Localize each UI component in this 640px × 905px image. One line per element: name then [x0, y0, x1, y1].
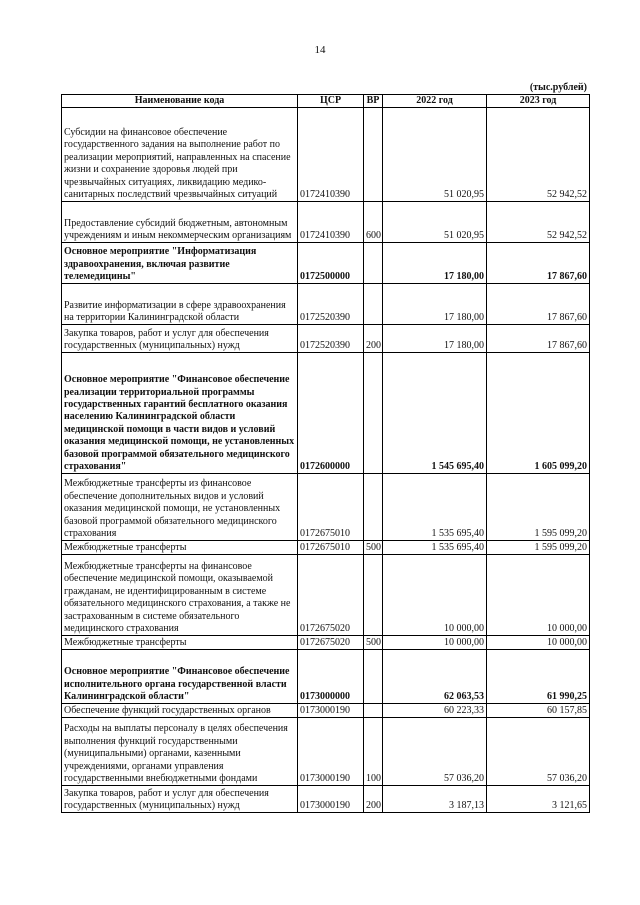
cell-name: Обеспечение функций государственных органов — [62, 704, 298, 718]
cell-csr: 0172675010 — [298, 474, 364, 541]
cell-name: Межбюджетные трансферты — [62, 541, 298, 555]
cell-csr: 0173000190 — [298, 704, 364, 718]
table-row — [62, 353, 590, 474]
cell-vr — [364, 243, 383, 284]
table-row — [62, 555, 590, 636]
cell-name: Закупка товаров, работ и услуг для обеспечения государственных (муниципальных) нужд — [62, 325, 298, 353]
cell-2023: 1 605 099,20 — [487, 353, 590, 474]
cell-2023: 1 595 099,20 — [487, 541, 590, 555]
cell-name: Основное мероприятие "Информатизация здравоохранения, включая развитие телемедицины" — [62, 243, 298, 284]
cell-csr: 0172675010 — [298, 541, 364, 555]
cell-2022: 57 036,20 — [383, 718, 487, 786]
table-row — [62, 718, 590, 786]
header-name: Наименование кода — [62, 95, 298, 108]
cell-vr: 600 — [364, 202, 383, 243]
table-row — [62, 325, 590, 353]
table-row — [62, 704, 590, 718]
header-2023: 2023 год — [487, 95, 590, 108]
table-row — [62, 650, 590, 704]
cell-name: Межбюджетные трансферты на финансовое обеспечение медицинской помощи, оказываемой гражданам, не идентифицированным в системе обязательного медицинского страхования, а также не застрахованным в системе обязательного медицинского страхования — [62, 555, 298, 636]
cell-2023: 61 990,25 — [487, 650, 590, 704]
cell-name: Предоставление субсидий бюджетным, автономным учреждениям и иным некоммерческим организациям — [62, 202, 298, 243]
cell-csr: 0173000190 — [298, 718, 364, 786]
cell-csr: 0172520390 — [298, 325, 364, 353]
cell-2022: 10 000,00 — [383, 636, 487, 650]
table-header-row — [62, 95, 590, 108]
cell-csr: 0172600000 — [298, 353, 364, 474]
cell-csr: 0172500000 — [298, 243, 364, 284]
cell-2023: 17 867,60 — [487, 243, 590, 284]
cell-name: Закупка товаров, работ и услуг для обеспечения государственных (муниципальных) нужд — [62, 786, 298, 813]
cell-vr: 500 — [364, 541, 383, 555]
cell-2023: 10 000,00 — [487, 636, 590, 650]
table-row — [62, 541, 590, 555]
cell-2022: 17 180,00 — [383, 325, 487, 353]
cell-2023: 52 942,52 — [487, 202, 590, 243]
cell-2023: 1 595 099,20 — [487, 474, 590, 541]
cell-csr: 0172675020 — [298, 636, 364, 650]
cell-vr — [364, 555, 383, 636]
cell-2022: 3 187,13 — [383, 786, 487, 813]
page-number: 14 — [314, 44, 326, 56]
cell-2023: 17 867,60 — [487, 284, 590, 325]
cell-2023: 17 867,60 — [487, 325, 590, 353]
cell-name: Субсидии на финансовое обеспечение государственного задания на выполнение работ по реализации мероприятий, направленных на спасение жизни и сохранение здоровья людей при чрезвычайных ситуациях, ликвидацию медико-санитарных последствий чрезвычайных ситуаций — [62, 108, 298, 202]
cell-name: Основное мероприятие "Финансовое обеспечение реализации территориальной программы государственных гарантий бесплатного оказания населению Калининградской области медицинской помощи в части видов и условий оказания медицинской помощи, не установленных базовой программой обязательного медицинского страхования" — [62, 353, 298, 474]
header-vr: ВР — [364, 95, 383, 108]
cell-vr — [364, 650, 383, 704]
cell-vr: 500 — [364, 636, 383, 650]
cell-csr: 0172410390 — [298, 108, 364, 202]
cell-csr: 0173000000 — [298, 650, 364, 704]
table-row — [62, 636, 590, 650]
cell-2022: 10 000,00 — [383, 555, 487, 636]
table-row — [62, 786, 590, 813]
table-row — [62, 202, 590, 243]
cell-vr — [364, 353, 383, 474]
cell-2022: 51 020,95 — [383, 108, 487, 202]
cell-csr: 0173000190 — [298, 786, 364, 813]
cell-2023: 10 000,00 — [487, 555, 590, 636]
cell-csr: 0172520390 — [298, 284, 364, 325]
cell-vr — [364, 108, 383, 202]
cell-2023: 57 036,20 — [487, 718, 590, 786]
cell-2022: 1 545 695,40 — [383, 353, 487, 474]
table-row — [62, 108, 590, 202]
cell-csr: 0172410390 — [298, 202, 364, 243]
table-row — [62, 243, 590, 284]
cell-2022: 1 535 695,40 — [383, 474, 487, 541]
header-csr: ЦСР — [298, 95, 364, 108]
cell-name: Основное мероприятие "Финансовое обеспечение исполнительного органа государственной власти Калининградской области" — [62, 650, 298, 704]
cell-name: Межбюджетные трансферты из финансовое обеспечение дополнительных видов и условий оказания медицинской помощи, не установленных базовой программой обязательного медицинского страхования — [62, 474, 298, 541]
cell-name: Межбюджетные трансферты — [62, 636, 298, 650]
cell-vr: 200 — [364, 325, 383, 353]
cell-2022: 51 020,95 — [383, 202, 487, 243]
cell-vr: 200 — [364, 786, 383, 813]
cell-name: Развитие информатизации в сфере здравоохранения на территории Калининградской области — [62, 284, 298, 325]
cell-2023: 3 121,65 — [487, 786, 590, 813]
cell-vr — [364, 284, 383, 325]
cell-2022: 60 223,33 — [383, 704, 487, 718]
cell-2023: 60 157,85 — [487, 704, 590, 718]
cell-2022: 1 535 695,40 — [383, 541, 487, 555]
cell-csr: 0172675020 — [298, 555, 364, 636]
cell-name: Расходы на выплаты персоналу в целях обеспечения выполнения функций государственными (муниципальными) органами, казенными учреждениями, органами управления государственными внебюджетными фондами — [62, 718, 298, 786]
units-label: (тыс.рублей) — [529, 82, 587, 93]
cell-vr — [364, 474, 383, 541]
cell-2022: 17 180,00 — [383, 284, 487, 325]
table-row — [62, 284, 590, 325]
table-row — [62, 474, 590, 541]
header-2022: 2022 год — [383, 95, 487, 108]
table-body — [62, 108, 590, 813]
cell-2022: 17 180,00 — [383, 243, 487, 284]
cell-2023: 52 942,52 — [487, 108, 590, 202]
budget-table — [61, 94, 590, 813]
cell-2022: 62 063,53 — [383, 650, 487, 704]
cell-vr — [364, 704, 383, 718]
cell-vr: 100 — [364, 718, 383, 786]
